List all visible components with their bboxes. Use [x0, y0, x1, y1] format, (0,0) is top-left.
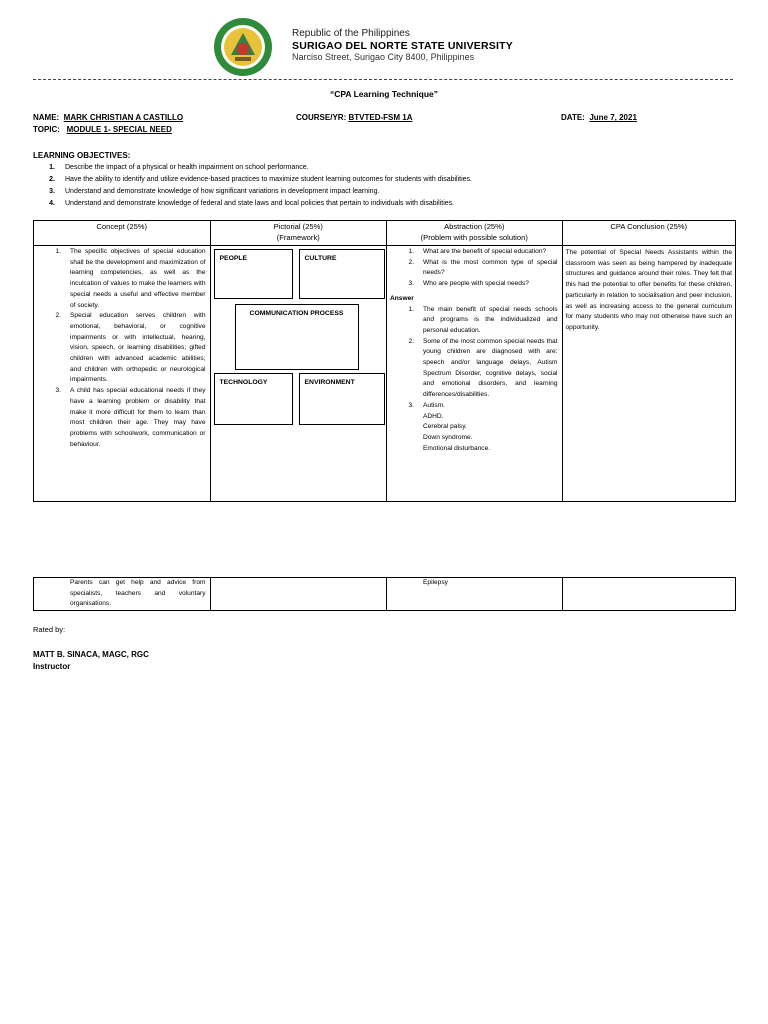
- course-label: COURSE/YR:: [296, 113, 347, 122]
- list-item: 1. The specific objectives of special education shall be the development and maximization of learning competencies, as well as the inculcation of values to make the learners with special needs a useful and effective member of society.: [55, 248, 206, 309]
- framework-box-environment: ENVIRONMENT: [299, 373, 385, 425]
- university-seal-icon: [213, 17, 273, 77]
- list-item: 1. The main benefit of special needs schools and programs is the individualized and personal education.: [408, 305, 558, 334]
- conclusion-cell: [562, 246, 736, 502]
- objectives-list: [33, 162, 733, 210]
- name-label: NAME:: [33, 113, 60, 122]
- topic-value: MODULE 1- SPECIAL NEED: [66, 125, 172, 134]
- header-pictorial: Pictorial (25%) (Framework): [210, 221, 387, 246]
- objectives-heading: LEARNING OBJECTIVES:: [33, 151, 131, 160]
- header-divider: [33, 79, 733, 80]
- answer-label: Answer: [390, 294, 414, 302]
- objective-item: 3. Understand and demonstrate knowledge of how significant variations in development impact learning.: [49, 188, 380, 195]
- conclusion-cell-continued: [562, 578, 736, 611]
- answer-list: [387, 305, 562, 412]
- concept-cell-continued: Parents can get help and advice from specialists, teachers and voluntary organisations.: [34, 578, 211, 611]
- pictorial-cell-continued: [210, 578, 387, 611]
- list-item: 2. Special education serves children with emotional, behavioral, or cognitive impairments or with intellectual, hearing, vision, speech, or learning disabilities; gifted children with advanced academic abilities; and children with orthopedic or neurological impairments.: [55, 312, 206, 384]
- instructor-name: MATT B. SINACA, MAGC, RGC: [33, 650, 149, 659]
- framework-box-culture: CULTURE: [299, 249, 385, 299]
- date-value: June 7, 2021: [589, 113, 637, 122]
- header-conclusion: CPA Conclusion (25%): [562, 221, 736, 246]
- objective-item: 4. Understand and demonstrate knowledge of federal and state laws and local policies that pertain to individuals with disabilities.: [49, 200, 455, 207]
- republic-line: Republic of the Philippines: [292, 28, 410, 39]
- concept-cell: [34, 246, 211, 502]
- header-abstraction: Abstraction (25%) (Problem with possible solution): [387, 221, 563, 246]
- course-value: BTVTED-FSM 1A: [348, 113, 413, 122]
- header-concept: Concept (25%): [34, 221, 211, 246]
- concept-list: [34, 246, 210, 450]
- framework-box-technology: TECHNOLOGY: [214, 373, 293, 425]
- cpa-table-continued: [33, 577, 736, 611]
- list-item: 3. A child has special educational needs if they have a learning problem or disability that make it more difficult for them to learn than most children their age. They may have problems with schoolwork, communication or behaviour.: [55, 387, 206, 448]
- answer3-extra: ADHD. Cerebral palsy. Down syndrome. Emotional disturbance.: [423, 412, 491, 452]
- topic-field: [33, 125, 172, 134]
- conclusion-text: The potential of Special Needs Assistants within the classroom was seen as being hampered by inadequate structures and guidance around their roles. They felt that this had the potential to offer benefits for these children, particularly in relation to socialisation and peer inclusion, as well as increasing access to the general curriculum for many students who may not otherwise have such an opportunity.: [565, 249, 732, 331]
- question-list: [387, 246, 562, 290]
- name-value: MARK CHRISTIAN A CASTILLO: [63, 113, 184, 122]
- name-field: [33, 113, 183, 122]
- university-name: SURIGAO DEL NORTE STATE UNIVERSITY: [292, 40, 513, 52]
- document-title: “CPA Learning Technique”: [330, 89, 438, 99]
- objective-item: 2. Have the ability to identify and utilize evidence-based practices to maximize student learning outcomes for students with disabilities.: [49, 176, 472, 183]
- list-item: 3. Who are people with special needs?: [408, 280, 529, 288]
- pictorial-cell: [210, 246, 387, 502]
- list-item: 3. Autism.: [408, 401, 445, 409]
- list-item: 1. What are the benefit of special education?: [408, 248, 547, 255]
- abstraction-cell: [387, 246, 563, 502]
- rated-by-label: Rated by:: [33, 625, 66, 634]
- course-field: [296, 113, 412, 122]
- abstraction-cell-continued: Epilepsy: [387, 578, 563, 611]
- university-address: Narciso Street, Surigao City 8400, Philippines: [292, 52, 475, 62]
- cpa-table: [33, 220, 736, 502]
- list-item: 2. Some of the most common special needs that young children are diagnosed with are: speech and/or language delays, Autism Spectrum Disorder, cognitive delays, social and emotional disorders, and learning differences/disabilities.: [408, 337, 558, 399]
- framework-box-people: PEOPLE: [214, 249, 293, 299]
- date-field: [561, 113, 637, 122]
- date-label: DATE:: [561, 113, 585, 122]
- topic-label: TOPIC:: [33, 125, 60, 134]
- instructor-title: Instructor: [33, 662, 71, 671]
- objective-item: 1. Describe the impact of a physical or health impairment on school performance.: [49, 164, 309, 171]
- framework-box-communication: COMMUNICATION PROCESS: [235, 304, 359, 370]
- list-item: 2. What is the most common type of special needs?: [408, 258, 558, 277]
